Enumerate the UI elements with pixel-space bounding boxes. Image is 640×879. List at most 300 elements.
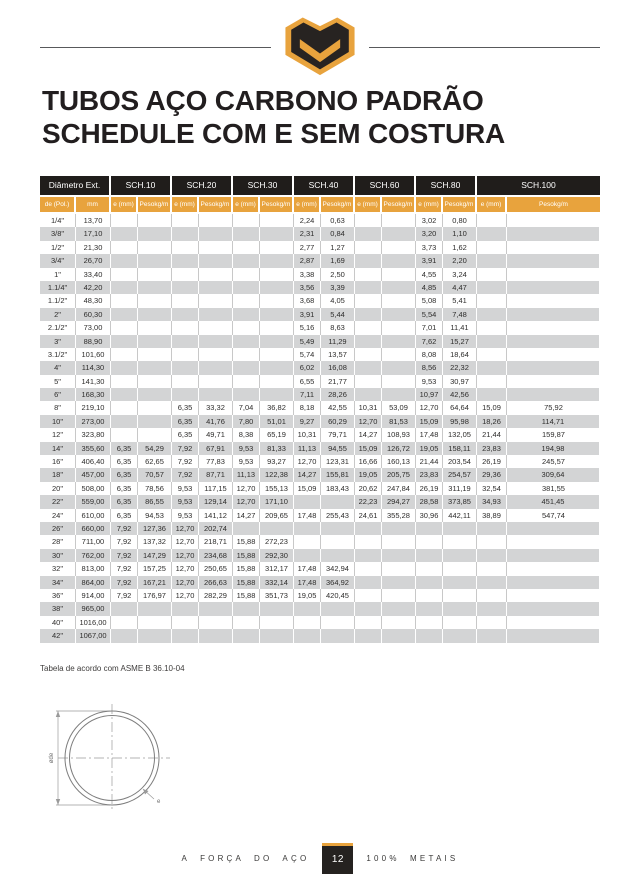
table-cell (477, 335, 507, 348)
table-cell: 8,38 (233, 428, 260, 441)
table-cell: 15,88 (233, 562, 260, 575)
table-cell (382, 388, 416, 401)
table-cell: 7,92 (172, 468, 199, 481)
table-cell (172, 214, 199, 227)
table-cell: 364,92 (321, 576, 355, 589)
table-cell (416, 602, 443, 615)
table-row (40, 241, 600, 254)
table-cell: 6,35 (111, 455, 138, 468)
table-cell (172, 254, 199, 267)
table-cell (507, 616, 600, 629)
table-cell: 60,30 (76, 308, 111, 321)
table-cell (507, 549, 600, 562)
table-cell (138, 375, 172, 388)
table-cell: 2.1/2" (40, 321, 76, 334)
table-cell: 147,29 (138, 549, 172, 562)
table-cell (416, 629, 443, 642)
table-cell (294, 616, 321, 629)
table-cell: 10,31 (294, 428, 321, 441)
table-cell: 1.1/4" (40, 281, 76, 294)
table-cell: 7,92 (111, 522, 138, 535)
table-cell (138, 401, 172, 414)
column-group-header: SCH.80 (416, 176, 477, 195)
table-cell: 3,20 (416, 227, 443, 240)
table-cell: 6,35 (111, 442, 138, 455)
table-cell (355, 589, 382, 602)
table-cell: 26,19 (416, 482, 443, 495)
table-cell: 3,39 (321, 281, 355, 294)
brand-shield-logo (284, 16, 356, 78)
table-cell: 49,71 (199, 428, 233, 441)
table-cell: 141,12 (199, 509, 233, 522)
table-cell: 294,27 (382, 495, 416, 508)
table-cell: 9,53 (233, 455, 260, 468)
table-cell: 21,30 (76, 241, 111, 254)
table-cell: 5,08 (416, 294, 443, 307)
table-cell: 19,05 (294, 589, 321, 602)
table-cell (138, 321, 172, 334)
table-cell: 6,35 (111, 495, 138, 508)
table-cell: 245,57 (542, 457, 565, 467)
table-cell (355, 576, 382, 589)
table-cell (416, 535, 443, 548)
page-title (42, 84, 505, 150)
table-cell: 22,23 (355, 495, 382, 508)
table-cell (199, 361, 233, 374)
table-cell (507, 268, 600, 281)
table-cell: 9,53 (416, 375, 443, 388)
table-row (40, 308, 600, 321)
table-row (40, 589, 600, 602)
table-cell (138, 388, 172, 401)
table-cell (260, 361, 294, 374)
table-cell: 10" (40, 415, 76, 428)
table-cell (233, 281, 260, 294)
table-cell: 7,92 (111, 535, 138, 548)
table-cell: 4,85 (416, 281, 443, 294)
table-cell: 3,56 (294, 281, 321, 294)
table-cell: 16,08 (321, 361, 355, 374)
table-cell (260, 308, 294, 321)
table-cell: 5,49 (294, 335, 321, 348)
table-cell: 60,29 (321, 415, 355, 428)
table-cell (382, 602, 416, 615)
table-cell: 14,27 (355, 428, 382, 441)
table-cell: 9,53 (233, 442, 260, 455)
column-sub-header: de (Pol.) (40, 197, 76, 212)
column-group-header: SCH.40 (294, 176, 355, 195)
table-cell (138, 281, 172, 294)
table-cell: 247,84 (382, 482, 416, 495)
table-cell: 3,02 (416, 214, 443, 227)
table-cell: 36,82 (260, 401, 294, 414)
table-cell (172, 227, 199, 240)
table-cell: 762,00 (76, 549, 111, 562)
table-cell: 2,20 (443, 254, 477, 267)
table-cell (321, 535, 355, 548)
table-cell: 9,27 (294, 415, 321, 428)
table-cell: 7,11 (294, 388, 321, 401)
table-row (40, 294, 600, 307)
table-cell: 123,31 (321, 455, 355, 468)
table-cell: 15,09 (355, 442, 382, 455)
column-group-header: SCH.30 (233, 176, 294, 195)
page-title-line1: TUBOS AÇO CARBONO PADRÃO (42, 85, 484, 116)
table-cell (172, 348, 199, 361)
table-cell: 158,11 (443, 442, 477, 455)
table-cell (443, 549, 477, 562)
table-cell: 3.1/2" (40, 348, 76, 361)
column-sub-header: e (mm) (416, 197, 443, 212)
table-cell: 7,48 (443, 308, 477, 321)
column-sub-header: Pesokg/m (443, 197, 477, 212)
table-cell: 1,27 (321, 241, 355, 254)
table-row (40, 268, 600, 281)
table-cell (111, 214, 138, 227)
table-cell (111, 415, 138, 428)
table-cell (355, 214, 382, 227)
column-sub-header: e (mm) (172, 197, 199, 212)
table-cell: 342,94 (321, 562, 355, 575)
column-sub-header: e (mm) (477, 197, 507, 212)
table-cell: 155,13 (260, 482, 294, 495)
table-cell: 108,93 (382, 428, 416, 441)
table-cell: 6,02 (294, 361, 321, 374)
column-sub-header: mm (76, 197, 111, 212)
table-cell (477, 294, 507, 307)
table-cell: 42,56 (443, 388, 477, 401)
table-cell (416, 616, 443, 629)
table-cell (507, 629, 600, 642)
table-cell: 7,01 (416, 321, 443, 334)
table-cell (382, 335, 416, 348)
table-cell: 2,77 (294, 241, 321, 254)
table-cell: 5,44 (321, 308, 355, 321)
table-cell (355, 308, 382, 321)
table-cell: 64,64 (443, 401, 477, 414)
table-cell (260, 214, 294, 227)
table-row (40, 522, 600, 535)
table-cell (321, 602, 355, 615)
table-cell: 3/8" (40, 227, 76, 240)
table-cell (233, 335, 260, 348)
table-cell (507, 602, 600, 615)
table-cell (111, 361, 138, 374)
table-cell: 30,97 (443, 375, 477, 388)
table-cell (507, 294, 600, 307)
table-cell (260, 254, 294, 267)
table-cell: 6" (40, 388, 76, 401)
table-cell (233, 616, 260, 629)
table-cell (382, 589, 416, 602)
table-cell (507, 576, 600, 589)
table-cell (260, 335, 294, 348)
table-cell (443, 629, 477, 642)
table-cell (507, 375, 600, 388)
table-cell: 26" (40, 522, 76, 535)
table-cell: 13,57 (321, 348, 355, 361)
table-cell: 42" (40, 629, 76, 642)
table-cell (294, 535, 321, 548)
table-cell: 34" (40, 576, 76, 589)
table-cell: 126,72 (382, 442, 416, 455)
table-row (40, 281, 600, 294)
table-cell: 254,57 (443, 468, 477, 481)
table-cell: 11,29 (321, 335, 355, 348)
table-cell (477, 214, 507, 227)
table-cell (111, 241, 138, 254)
table-cell: 5,74 (294, 348, 321, 361)
table-cell (355, 616, 382, 629)
table-cell: 23,83 (477, 442, 507, 455)
table-cell: 2,31 (294, 227, 321, 240)
table-cell: 12,70 (172, 535, 199, 548)
table-cell: 30,96 (416, 509, 443, 522)
table-cell (416, 522, 443, 535)
table-cell (443, 535, 477, 548)
table-cell: 250,65 (199, 562, 233, 575)
table-cell (355, 348, 382, 361)
table-cell (477, 562, 507, 575)
table-cell: 22" (40, 495, 76, 508)
table-cell (138, 268, 172, 281)
table-cell: 17,48 (294, 509, 321, 522)
table-cell: 12,70 (233, 482, 260, 495)
column-sub-header: Pesokg/m (321, 197, 355, 212)
table-cell: 114,30 (76, 361, 111, 374)
table-cell: 86,55 (138, 495, 172, 508)
table-cell (294, 522, 321, 535)
table-cell (507, 227, 600, 240)
table-cell: 168,30 (76, 388, 111, 401)
table-cell (477, 616, 507, 629)
table-cell (260, 522, 294, 535)
table-cell (355, 268, 382, 281)
table-cell (111, 602, 138, 615)
table-row (40, 214, 600, 227)
table-cell: 41,76 (199, 415, 233, 428)
table-cell: 19,05 (355, 468, 382, 481)
table-cell: 2" (40, 308, 76, 321)
table-cell (199, 388, 233, 401)
table-cell: 12,70 (233, 495, 260, 508)
table-cell: 6,35 (111, 482, 138, 495)
table-cell: 53,09 (382, 401, 416, 414)
table-cell (355, 294, 382, 307)
table-cell: 29,36 (477, 468, 507, 481)
table-cell: 203,54 (443, 455, 477, 468)
table-cell (138, 415, 172, 428)
table-cell (355, 241, 382, 254)
table-cell: 12,70 (172, 589, 199, 602)
table-cell (260, 321, 294, 334)
table-cell: 15,88 (233, 589, 260, 602)
table-cell: 202,74 (199, 522, 233, 535)
table-cell: 6,35 (172, 428, 199, 441)
table-cell: 21,44 (416, 455, 443, 468)
table-cell (382, 214, 416, 227)
table-cell: 610,00 (76, 509, 111, 522)
table-cell (355, 227, 382, 240)
table-cell: 28" (40, 535, 76, 548)
table-cell (321, 522, 355, 535)
table-cell (321, 495, 355, 508)
table-cell: 117,15 (199, 482, 233, 495)
page-number-badge: 12 (322, 843, 353, 874)
table-cell: 33,40 (76, 268, 111, 281)
table-cell: 914,00 (76, 589, 111, 602)
table-cell (111, 375, 138, 388)
footer-slogan-left: A FORÇA DO AÇO (181, 853, 310, 863)
table-row (40, 428, 600, 441)
table-row (40, 375, 600, 388)
column-sub-header: Pesokg/m (507, 197, 600, 212)
table-cell (233, 388, 260, 401)
table-cell (111, 308, 138, 321)
table-cell: 22,32 (443, 361, 477, 374)
table-cell: 547,74 (542, 510, 565, 520)
table-cell: 101,60 (76, 348, 111, 361)
table-cell (507, 321, 600, 334)
table-cell (355, 335, 382, 348)
table-cell: 3,24 (443, 268, 477, 281)
table-cell: 79,71 (321, 428, 355, 441)
table-cell (199, 268, 233, 281)
table-cell: 1.1/2" (40, 294, 76, 307)
table-cell: 3,68 (294, 294, 321, 307)
table-cell: 7,92 (172, 455, 199, 468)
table-cell: 209,65 (260, 509, 294, 522)
table-cell (477, 241, 507, 254)
table-cell (507, 522, 600, 535)
table-cell: 5,54 (416, 308, 443, 321)
table-cell: 3,91 (294, 308, 321, 321)
table-cell (260, 227, 294, 240)
table-cell (172, 281, 199, 294)
table-cell: 26,19 (477, 455, 507, 468)
table-cell: 6,35 (172, 415, 199, 428)
table-cell (260, 268, 294, 281)
table-cell (111, 254, 138, 267)
table-cell: 7,92 (111, 589, 138, 602)
table-cell: 19,05 (416, 442, 443, 455)
table-cell: 122,38 (260, 468, 294, 481)
table-cell (416, 576, 443, 589)
table-row (40, 335, 600, 348)
table-cell: 457,00 (76, 468, 111, 481)
table-cell (172, 629, 199, 642)
table-cell: 6,35 (111, 468, 138, 481)
table-cell (443, 602, 477, 615)
table-cell: 451,45 (507, 495, 600, 508)
table-cell (355, 388, 382, 401)
table-cell: 32" (40, 562, 76, 575)
table-row (40, 549, 600, 562)
table-cell (172, 268, 199, 281)
table-cell: 11,41 (443, 321, 477, 334)
table-cell: 15,27 (443, 335, 477, 348)
table-cell (233, 254, 260, 267)
table-cell (443, 522, 477, 535)
column-group-header: Diâmetro Ext. (40, 176, 111, 195)
table-cell (138, 335, 172, 348)
column-sub-header: Pesokg/m (260, 197, 294, 212)
table-cell: 15,88 (233, 535, 260, 548)
table-cell: 311,19 (443, 482, 477, 495)
table-cell: 67,91 (199, 442, 233, 455)
table-cell (172, 308, 199, 321)
table-cell: 406,40 (76, 455, 111, 468)
table-cell: 14,27 (233, 509, 260, 522)
table-cell: 0,84 (321, 227, 355, 240)
table-cell: 1" (40, 268, 76, 281)
table-cell: 15,09 (477, 401, 507, 414)
table-cell (233, 214, 260, 227)
table-cell: 7,62 (416, 335, 443, 348)
table-cell: 7,92 (111, 549, 138, 562)
table-cell (477, 629, 507, 642)
table-cell (507, 388, 600, 401)
table-cell (477, 361, 507, 374)
table-cell (382, 361, 416, 374)
table-cell: 17,48 (294, 576, 321, 589)
table-cell (199, 321, 233, 334)
table-cell: 51,01 (260, 415, 294, 428)
table-cell (260, 375, 294, 388)
table-cell: 4,47 (443, 281, 477, 294)
table-cell (111, 616, 138, 629)
table-cell (477, 535, 507, 548)
table-cell (416, 589, 443, 602)
table-cell: 0,80 (443, 214, 477, 227)
table-cell (382, 522, 416, 535)
table-cell (138, 616, 172, 629)
table-cell: 18,26 (477, 415, 507, 428)
table-cell: 24,61 (355, 509, 382, 522)
table-cell: 15,09 (416, 415, 443, 428)
table-cell (138, 214, 172, 227)
table-cell (233, 602, 260, 615)
table-cell (199, 281, 233, 294)
table-cell: 15,09 (294, 482, 321, 495)
table-cell (233, 227, 260, 240)
table-cell: 3,73 (416, 241, 443, 254)
table-cell: 12,70 (355, 415, 382, 428)
table-cell (507, 241, 600, 254)
table-cell (138, 428, 172, 441)
table-body (40, 214, 600, 643)
table-row (40, 348, 600, 361)
table-cell: 1/2" (40, 241, 76, 254)
table-cell (477, 375, 507, 388)
table-cell: 176,97 (138, 589, 172, 602)
table-cell: 1,69 (321, 254, 355, 267)
table-cell: 77,83 (199, 455, 233, 468)
table-cell (233, 294, 260, 307)
table-cell (294, 495, 321, 508)
table-cell: 4" (40, 361, 76, 374)
table-cell: 3/4" (40, 254, 76, 267)
table-cell: 78,56 (138, 482, 172, 495)
table-cell (507, 214, 600, 227)
table-cell: 18" (40, 468, 76, 481)
table-cell (233, 241, 260, 254)
table-cell: 8,63 (321, 321, 355, 334)
table-cell (355, 629, 382, 642)
table-cell: 16" (40, 455, 76, 468)
table-cell: 2,87 (294, 254, 321, 267)
table-cell: 255,43 (321, 509, 355, 522)
